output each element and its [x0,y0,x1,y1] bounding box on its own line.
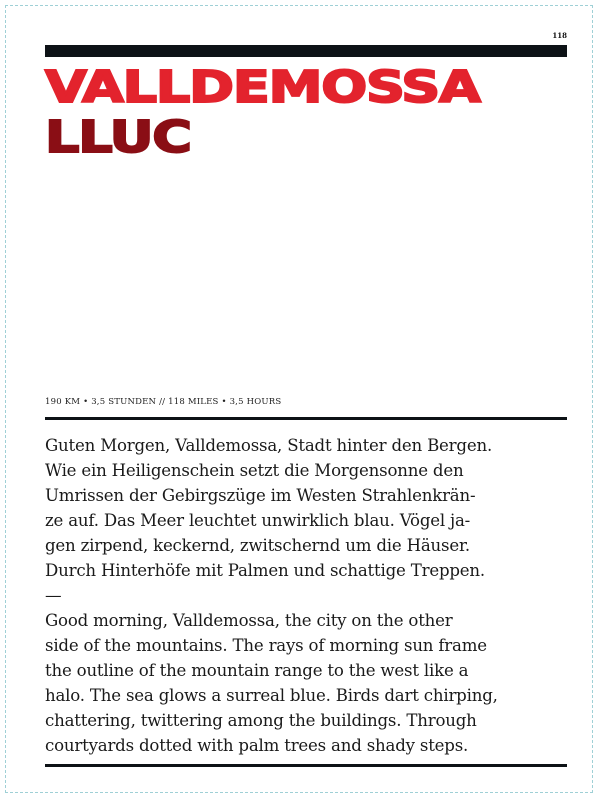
english-line: side of the mountains. The rays of morning sun frame [45,636,487,655]
english-line: Good morning, Valldemossa, the city on the other [45,611,453,630]
german-line: Umrissen der Gebirgszüge im Westen Strahlenkrän- [45,486,476,505]
english-line: the outline of the mountain range to the west like a [45,661,469,680]
route-distance-duration: 190 KM • 3,5 STUNDEN // 118 MILES • 3,5 HOURS [45,397,282,407]
english-line: courtyards dotted with palm trees and shady steps. [45,736,469,755]
german-line: Durch Hinterhöfe mit Palmen und schattige Treppen. [45,561,485,580]
language-separator: — [45,586,62,605]
english-line: chattering, twittering among the buildings. Through [45,711,477,730]
german-line: Guten Morgen, Valldemossa, Stadt hinter den Bergen. [45,436,493,455]
page-number: 118 [552,31,567,40]
title-destination-secondary: LLUC [45,112,191,163]
title-destination-primary: VALLDEMOSSA [45,62,480,113]
german-line: ze auf. Das Meer leuchtet unwirklich blau. Vögel ja- [45,511,471,530]
divider-top [45,417,567,420]
english-line: halo. The sea glows a surreal blue. Birds dart chirping, [45,686,498,705]
body-text [45,433,570,758]
german-line: gen zirpend, keckernd, zwitschernd um die Häuser. [45,536,470,555]
german-line: Wie ein Heiligenschein setzt die Morgensonne den [45,461,464,480]
divider-bottom [45,764,567,767]
header-bar [45,45,567,57]
